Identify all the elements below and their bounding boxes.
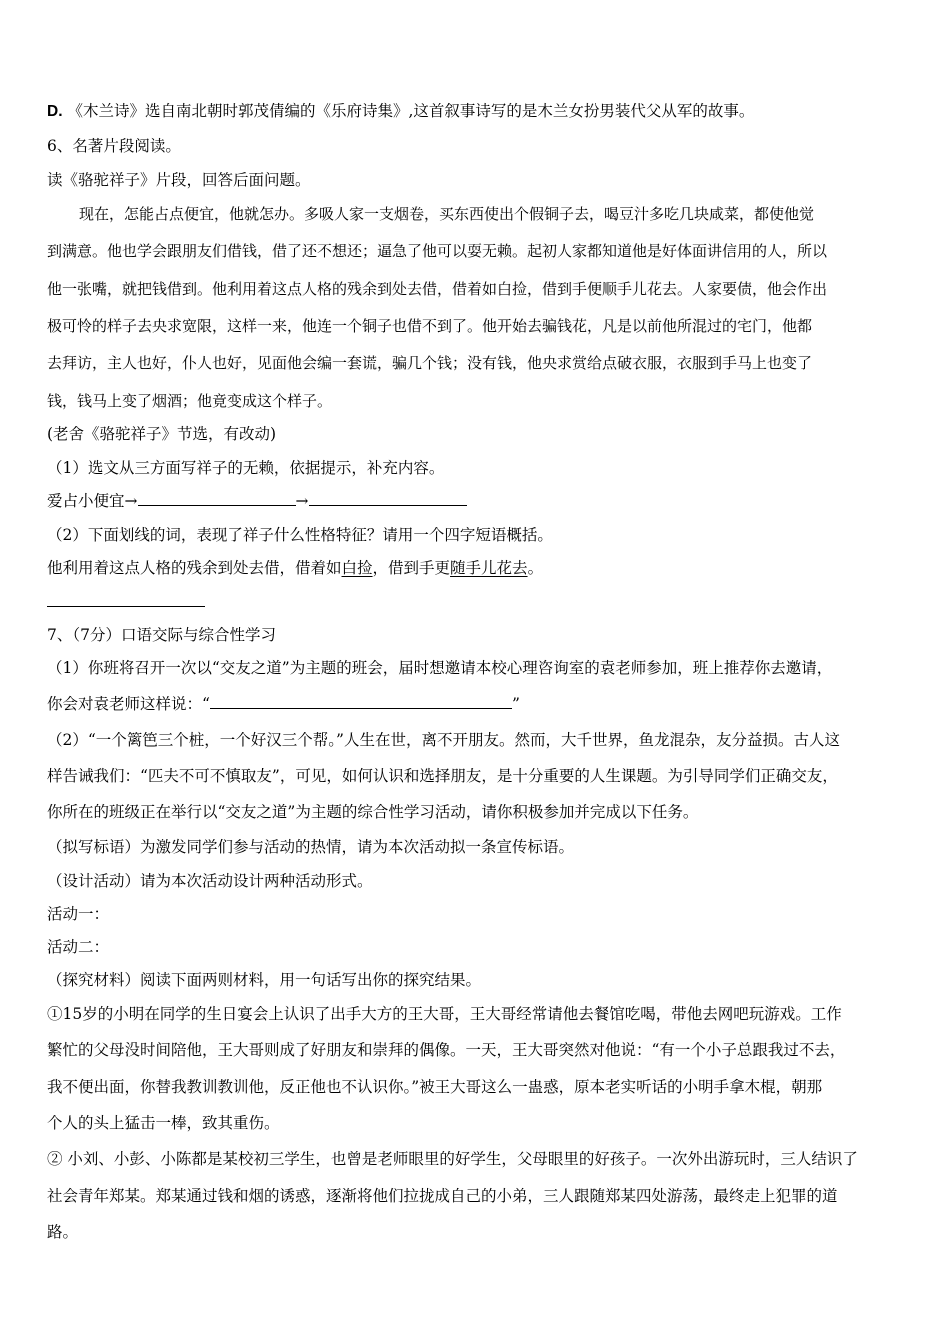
arrow-icon: → — [124, 492, 138, 510]
answer-blank-1[interactable] — [138, 491, 296, 506]
q6-sub1: （1）选文从三方面写祥子的无赖，依据提示，补充内容。 — [47, 459, 445, 477]
q7-heading: 7、（7分）口语交际与综合性学习 — [47, 626, 276, 644]
task-explore: （探究材料）阅读下面两则材料，用一句话写出你的探究结果。 — [47, 971, 482, 989]
q7-p1-text: 你会对袁老师这样说：“ — [47, 695, 210, 713]
quote-text: 他利用着这点人格的残余到处去借，借着如 — [47, 559, 342, 577]
material-2-line: ② 小刘、小彭、小陈都是某校初三学生，也曾是老师眼里的好学生，父母眼里的好孩子。一次外出游玩时，三人结识了 — [47, 1150, 858, 1168]
passage-line: 去拜访，主人也好，仆人也好，见面他会编一套谎，骗几个钱；没有钱，他央求赏给点破衣服，衣服到手马上也变了 — [47, 354, 813, 372]
passage-line: 到满意。他也学会跟朋友们借钱，借了还不想还；逼急了他可以耍无赖。起初人家都知道他是好体面讲信用的人，所以 — [47, 242, 828, 260]
q7-p1-text: ” — [511, 695, 520, 713]
option-d-letter: D. — [47, 103, 63, 120]
material-1-line: 个人的头上猛击一棒，致其重伤。 — [47, 1114, 280, 1132]
underlined-word: 随手儿花去 — [450, 559, 528, 577]
q7-p1-line: （1）你班将召开一次以“交友之道”为主题的班会，届时想邀请本校心理咨询室的袁老师参加，班上推荐你去邀请， — [47, 659, 833, 677]
quote-line — [47, 558, 543, 578]
q7-p2-line: 样告诫我们：“匹夫不可不慎取友”，可见，如何认识和选择朋友，是十分重要的人生课题。为引导同学们正确交友， — [47, 767, 838, 785]
q7-p1-line2 — [47, 694, 520, 714]
passage-line: 钱，钱马上变了烟酒；他竟变成这个样子。 — [47, 392, 333, 410]
chain-start: 爱占小便宜 — [47, 492, 125, 510]
material-1-line: ①15岁的小明在同学的生日宴会上认识了出手大方的王大哥，王大哥经常请他去餐馆吃喝，带他去网吧玩游戏。工作 — [47, 1005, 842, 1023]
answer-blank-2[interactable] — [309, 491, 467, 506]
option-d — [47, 101, 754, 122]
passage-line: 极可怜的样子去央求宽限，这样一来，他连一个铜子也借不到了。他开始去骗钱花，凡是以前他所混过的宅门，他都 — [47, 317, 813, 335]
material-2-line: 社会青年郑某。郑某通过钱和烟的诱惑，逐渐将他们拉拢成自己的小弟，三人跟随郑某四处游荡，最终走上犯罪的道 — [47, 1187, 838, 1205]
task-design: （设计活动）请为本次活动设计两种活动形式。 — [47, 872, 373, 890]
option-d-text: 《木兰诗》选自南北朝时郭茂倩编的《乐府诗集》,这首叙事诗写的是木兰女扮男装代父从军的故事。 — [67, 102, 755, 120]
q6-instruction: 读《骆驼祥子》片段，回答后面问题。 — [47, 171, 311, 189]
q6-sub2: （2）下面划线的词，表现了祥子什么性格特征？请用一个四字短语概括。 — [47, 526, 553, 544]
q6-heading: 6、名著片段阅读。 — [47, 137, 181, 155]
arrow-icon: → — [295, 492, 309, 510]
chain-row — [47, 491, 467, 511]
quote-text: ，借到手更 — [372, 559, 451, 577]
material-1-line: 繁忙的父母没时间陪他，王大哥则成了好朋友和崇拜的偶像。一天，王大哥突然对他说：“有一个小子总跟我过不去， — [47, 1041, 846, 1059]
underlined-word: 白捡 — [341, 559, 373, 577]
material-2-line: 路。 — [47, 1223, 79, 1241]
quote-text: 。 — [527, 559, 544, 577]
passage-line: 现在，怎能占点便宜，他就怎办。多吸人家一支烟卷，买东西使出个假铜子去，喝豆汁多吃几块咸菜，都使他觉 — [79, 205, 815, 223]
material-1-line: 我不便出面，你替我教训教训他，反正他也不认识你。”被王大哥这么一蛊惑，原本老实听话的小明手拿木棍，朝那 — [47, 1078, 823, 1096]
q7-p2-line: 你所在的班级正在举行以“交友之道”为主题的综合性学习活动，请你积极参加并完成以下任务。 — [47, 803, 699, 821]
invitation-blank[interactable] — [210, 694, 512, 709]
answer-line[interactable] — [47, 606, 205, 607]
passage-source: (老舍《骆驼祥子》节选，有改动) — [47, 425, 277, 443]
activity-2: 活动二： — [47, 938, 110, 956]
activity-1: 活动一： — [47, 905, 110, 923]
task-slogan: （拟写标语）为激发同学们参与活动的热情，请为本次活动拟一条宣传标语。 — [47, 838, 575, 856]
q7-p2-line: （2）“一个篱笆三个桩，一个好汉三个帮。”人生在世，离不开朋友。然而，大千世界，鱼龙混杂，友分益损。古人这 — [47, 731, 840, 749]
passage-line: 他一张嘴，就把钱借到。他利用着这点人格的残余到处去借，借着如白捡，借到手便顺手儿花去。人家要债，他会作出 — [47, 280, 828, 298]
